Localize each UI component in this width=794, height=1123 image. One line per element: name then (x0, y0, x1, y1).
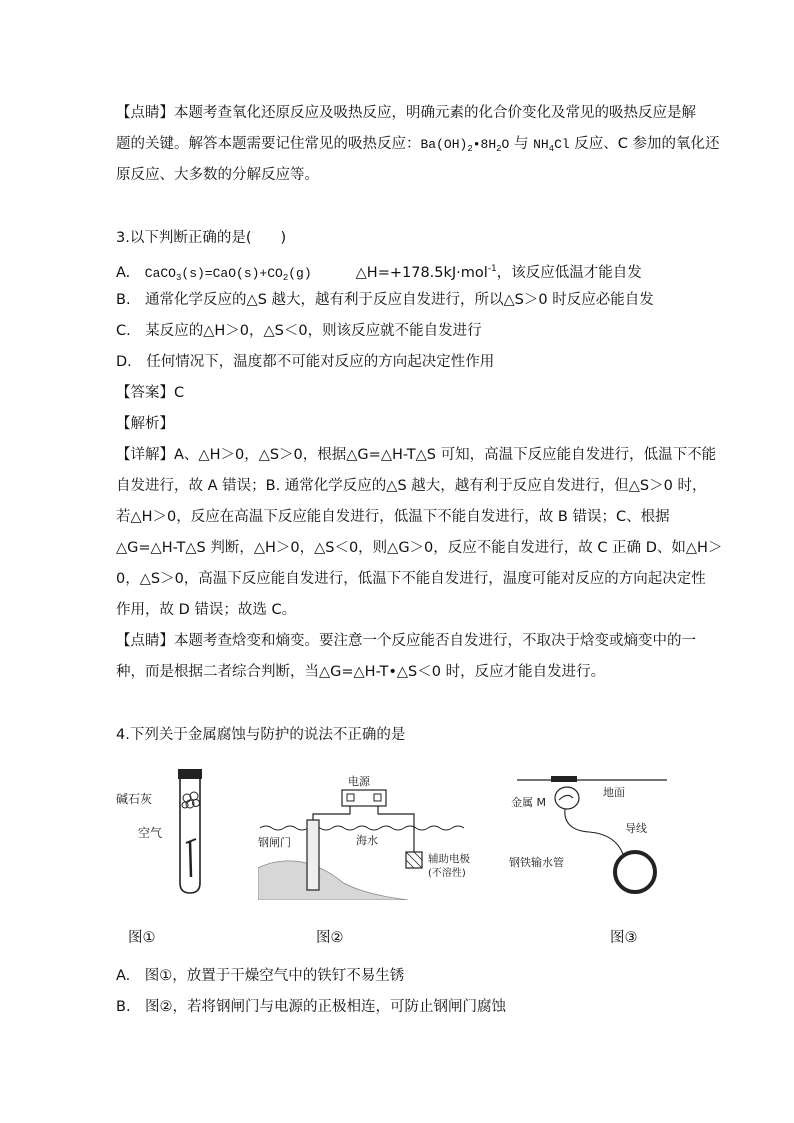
label-soda-lime: 碱石灰 (116, 792, 153, 806)
label-aux-electrode: 辅助电极 (428, 853, 470, 865)
q3-option-a: A. $CaCO_3(s)=CaO(s)+CO_2(g)$ △H=+178.5kJ·mol$^{-1}$，该反应低温才能自发 (116, 264, 642, 283)
label-insoluble: (不溶性) (428, 868, 466, 879)
soda-lime-pellets (182, 792, 200, 808)
label-steel-gate: 钢闸门 (258, 836, 291, 849)
q3-option-b: B. 通常化学反应的△S 越大，越有利于反应自发进行，所以△S＞0 时反应必能自发 (116, 292, 654, 308)
q3-detail-line-2: 自发进行，故 A 错误；B. 通常化学反应的△S 越大，越有利于反应自发进行，但△S＞0 时， (116, 478, 707, 494)
figure-1-test-tube (116, 765, 236, 900)
q3-option-d: D. 任何情况下，温度都不可能对反应的方向起决定性作用 (116, 354, 495, 370)
metal-m (555, 787, 579, 809)
figure-1-caption: 图① (128, 930, 156, 946)
q4-option-b: B. 图②，若将钢闸门与电源的正极相连，可防止钢闸门腐蚀 (116, 999, 507, 1015)
steel-gate (307, 820, 319, 890)
q3-detail-line-3: 若△H＞0，反应在高温下反应能自发进行，低温下不能自发进行，故 B 错误；C、根据 (116, 509, 670, 525)
figure-2-caption: 图② (316, 930, 344, 946)
figure-3-caption: 图③ (610, 930, 638, 946)
label-ground: 地面 (603, 786, 625, 799)
iron-nail (190, 841, 191, 877)
q3-answer: 【答案】C (116, 385, 185, 401)
label-sea-water: 海水 (356, 834, 378, 847)
q3-detail-line-1: 【详解】A、△H＞0，△S＞0，根据△G=△H-T△S 可知，高温下反应能自发进行，低温下不能 (116, 447, 717, 463)
q3-option-c: C. 某反应的△H＞0，△S＜0，则该反应就不能自发进行 (116, 323, 482, 339)
sea-floor (258, 861, 408, 900)
label-pipe: 钢铁输水管 (509, 856, 564, 869)
q3-detail-line-6: 作用，故 D 错误；故选 C。 (116, 602, 297, 618)
steel-pipe (615, 852, 655, 892)
figure-2-gate-diagram (258, 772, 473, 900)
prev-comment-line-3: 原反应、大多数的分解反应等。 (116, 167, 319, 183)
figure-3-pipe-diagram (505, 770, 675, 900)
q3-comment-line-1: 【点睛】本题考查焓变和熵变。要注意一个反应能否自发进行，不取决于焓变或熵变中的一 (116, 633, 696, 649)
q4-option-a: A. 图①，放置于干燥空气中的铁钉不易生锈 (116, 968, 405, 984)
q3-analysis-title: 【解析】 (116, 416, 174, 432)
q4-stem: 4.下列关于金属腐蚀与防护的说法不正确的是 (116, 727, 406, 743)
label-metal-m: 金属 M (511, 796, 546, 809)
q3-detail-line-4: △G=△H-T△S 判断，△H＞0，△S＜0，则△G＞0，反应不能自发进行，故 C 正确 D、如△H＞ (116, 540, 723, 556)
prev-comment-line-2: 题的关键。解答本题需要记住常见的吸热反应：$Ba(OH)_2•8H_2O$ 与 $NH_4Cl$ 反应、C 参加的氧化还 (116, 136, 720, 154)
q3-comment-line-2: 种，而是根据二者综合判断，当△G=△H-T•△S＜0 时，反应才能自发进行。 (116, 664, 606, 680)
q3-detail-line-5: 0，△S＞0，高温下反应能自发进行，低温下不能自发进行，温度可能对反应的方向起决定性 (116, 571, 706, 587)
prev-comment-line-1: 【点睛】本题考查氧化还原反应及吸热反应，明确元素的化合价变化及常见的吸热反应是解 (116, 105, 696, 121)
label-wire: 导线 (625, 822, 647, 835)
label-power: 电源 (348, 775, 370, 788)
q3-stem: 3.以下判断正确的是( ) (116, 230, 287, 246)
label-air: 空气 (138, 826, 163, 840)
